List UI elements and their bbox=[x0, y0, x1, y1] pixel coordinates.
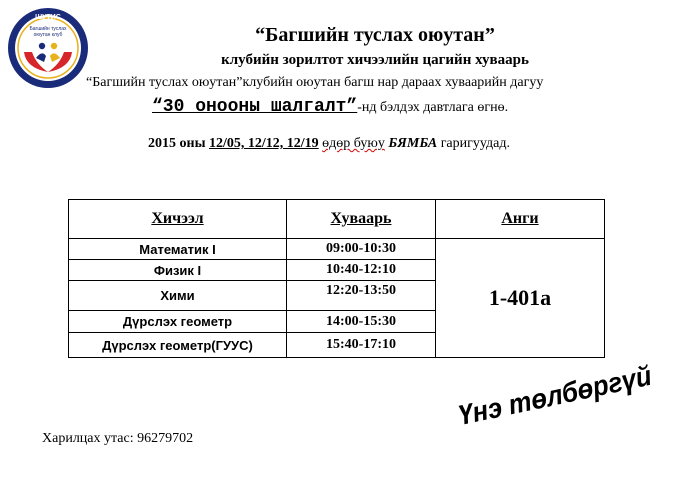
header-subject: Хичээл bbox=[69, 200, 287, 239]
time-cell: 10:40-12:10 bbox=[287, 260, 436, 281]
subject-cell: Математик I bbox=[69, 239, 287, 260]
exam-line bbox=[152, 97, 508, 117]
day-word: өдөр буюу bbox=[322, 136, 385, 151]
exam-name: “30 онооны шалгалт” bbox=[152, 97, 358, 117]
header-room: Анги bbox=[436, 200, 605, 239]
page-title: “Багшийн туслах оюутан” bbox=[255, 24, 495, 46]
session-dates: 12/05, 12/12, 12/19 bbox=[209, 136, 319, 151]
subject-cell: Физик I bbox=[69, 260, 287, 281]
intro-text: “Багшийн туслах оюутан”клубийн оюутан багш нар дараах хуваарийн дагуу bbox=[86, 75, 544, 90]
day-name: БЯМБА bbox=[388, 136, 438, 151]
date-line bbox=[148, 136, 510, 152]
logo-text-mid: Багшийн туслах bbox=[29, 26, 67, 32]
room-cell: 1-401a bbox=[436, 239, 605, 358]
subject-cell: Хими bbox=[69, 281, 287, 311]
time-cell: 12:20-13:50 bbox=[287, 281, 436, 311]
date-suffix: гаригуудад. bbox=[440, 136, 510, 151]
time-cell: 09:00-10:30 bbox=[287, 239, 436, 260]
page-subtitle: клубийн зорилтот хичээлийн цагийн хуваарь bbox=[221, 52, 529, 68]
logo-text-bottom: оюутан клуб bbox=[33, 32, 63, 38]
contact-phone: Харилцах утас: 96279702 bbox=[42, 431, 194, 446]
club-logo bbox=[6, 6, 90, 90]
time-cell: 15:40-17:10 bbox=[287, 333, 436, 358]
free-of-charge-note: Үнэ төлбөргүй bbox=[455, 359, 655, 432]
year-text: 2015 оны bbox=[148, 136, 206, 151]
exam-suffix: -нд бэлдэх давтлага өгнө. bbox=[357, 100, 509, 115]
subject-cell: Дүрслэх геометр bbox=[69, 311, 287, 333]
table-header-row bbox=[69, 200, 605, 239]
club-logo-emblem bbox=[6, 6, 90, 90]
schedule-table bbox=[68, 199, 605, 358]
table-row bbox=[69, 239, 605, 260]
header-time: Хуваарь bbox=[287, 200, 436, 239]
logo-text-top: ШУТИС bbox=[35, 14, 61, 21]
subject-cell: Дүрслэх геометр(ГУУС) bbox=[69, 333, 287, 358]
time-cell: 14:00-15:30 bbox=[287, 311, 436, 333]
